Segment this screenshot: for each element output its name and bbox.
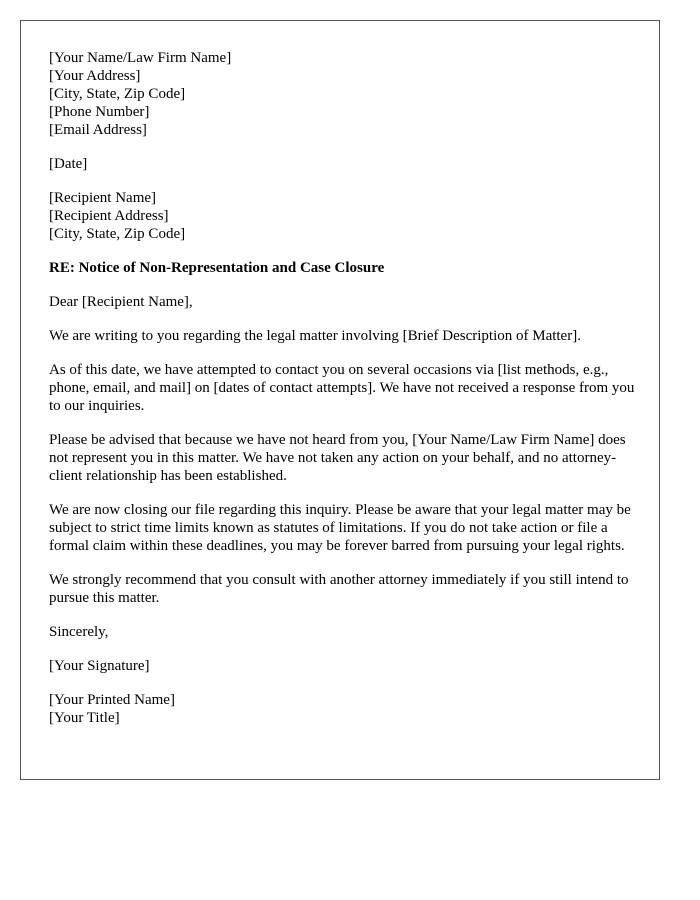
salutation: Dear [Recipient Name], [49, 294, 193, 310]
body-paragraph-5: We strongly recommend that you consult with another attorney immediately if you still intend to pursue this matter. [49, 572, 629, 606]
sender-city-state-zip: [City, State, Zip Code] [49, 86, 186, 102]
body-paragraph-3: Please be advised that because we have not heard from you, [Your Name/Law Firm Name] does not represent you in this matter. We have not taken any action on your behalf, and no attorney-client relationship has been established. [49, 432, 626, 484]
recipient-block [49, 189, 639, 243]
printed-name: [Your Printed Name] [49, 692, 175, 708]
signature: [Your Signature] [49, 658, 150, 674]
signer-title: [Your Title] [49, 710, 120, 726]
sender-email: [Email Address] [49, 122, 147, 138]
letter-content [49, 49, 639, 743]
body-paragraph-4: We are now closing our file regarding this inquiry. Please be aware that your legal matter may be subject to strict time limits known as statutes of limitations. If you do not take action or file a formal claim within these deadlines, you may be forever barred from pursuing your legal rights. [49, 502, 631, 554]
recipient-city-state-zip: [City, State, Zip Code] [49, 226, 186, 242]
closing: Sincerely, [49, 624, 109, 640]
letter-date: [Date] [49, 156, 88, 172]
body-paragraph-1: We are writing to you regarding the legal matter involving [Brief Description of Matter]. [49, 328, 581, 344]
recipient-name: [Recipient Name] [49, 190, 157, 206]
letter-page [20, 20, 660, 780]
sender-phone: [Phone Number] [49, 104, 150, 120]
sender-name: [Your Name/Law Firm Name] [49, 50, 232, 66]
signer-block [49, 691, 639, 727]
body-paragraph-2: As of this date, we have attempted to contact you on several occasions via [list methods, e.g., phone, email, and mail] on [dates of contact attempts]. We have not received a response from you to our inquiries. [49, 362, 635, 414]
recipient-address: [Recipient Address] [49, 208, 169, 224]
subject-line: RE: Notice of Non-Representation and Case Closure [49, 260, 385, 276]
sender-address: [Your Address] [49, 68, 141, 84]
sender-block [49, 49, 639, 139]
date-block [49, 155, 639, 173]
